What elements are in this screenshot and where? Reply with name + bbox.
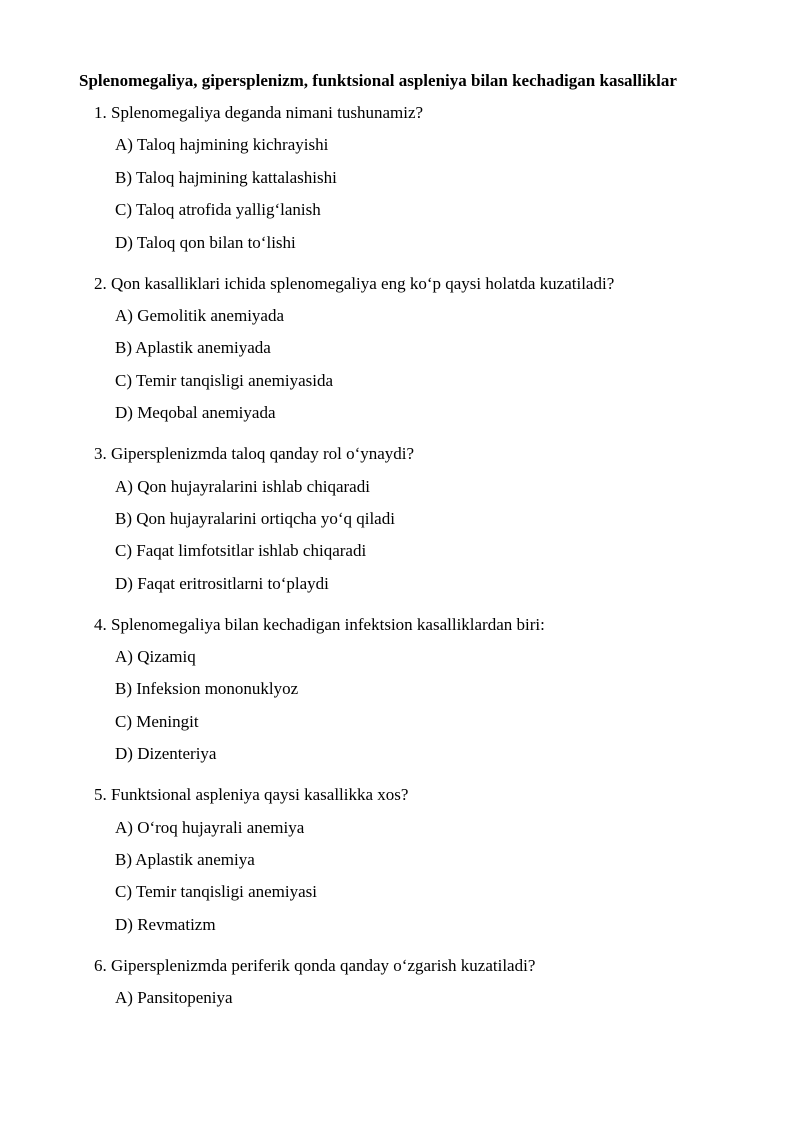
question-2 (94, 273, 784, 425)
question-number: 2. (94, 273, 107, 293)
question-number: 5. (94, 785, 107, 805)
answer-option-a: A) Taloq hajmining kichrayishi (115, 135, 329, 155)
answer-option-a: A) O‘roq hujayrali anemiya (115, 817, 305, 837)
question-4 (94, 614, 784, 766)
question-prompt: Qon kasalliklari ichida splenomegaliya eng ko‘p qaysi holatda kuzatiladi? (111, 273, 615, 293)
answer-option-d: D) Meqobal anemiyada (115, 403, 276, 423)
question-1 (94, 102, 784, 254)
answer-option-c: C) Temir tanqisligi anemiyasida (115, 370, 334, 390)
question-prompt: Gipersplenizmda periferik qonda qanday o‘zgarish kuzatiladi? (111, 955, 536, 975)
question-5 (94, 784, 784, 936)
answer-option-c: C) Faqat limfotsitlar ishlab chiqaradi (115, 541, 367, 561)
answer-option-a: A) Pansitopeniya (115, 988, 233, 1008)
question-text (94, 784, 784, 806)
answer-option-b: B) Taloq hajmining kattalashishi (115, 167, 337, 187)
question-prompt: Gipersplenizmda taloq qanday rol o‘ynaydi? (111, 444, 415, 464)
answer-option-a: A) Qon hujayralarini ishlab chiqaradi (115, 476, 370, 496)
question-number: 4. (94, 614, 107, 634)
question-text (94, 614, 784, 636)
answer-option-d: D) Revmatizm (115, 914, 216, 934)
question-6 (94, 955, 784, 1009)
question-text (94, 443, 784, 465)
answer-option-b: B) Infeksion mononuklyoz (115, 679, 299, 699)
question-number: 3. (94, 444, 107, 464)
question-number: 1. (94, 103, 107, 122)
answer-option-a: A) Qizamiq (115, 647, 196, 667)
answer-option-c: C) Meningit (115, 711, 199, 731)
answer-option-d: D) Faqat eritrositlarni to‘playdi (115, 573, 329, 593)
question-text (94, 273, 784, 295)
question-prompt: Funktsional aspleniya qaysi kasallikka xos? (111, 785, 409, 805)
question-number: 6. (94, 955, 107, 975)
answer-option-b: B) Qon hujayralarini ortiqcha yo‘q qiladi (115, 508, 395, 528)
question-text (94, 102, 784, 124)
answer-option-b: B) Aplastik anemiya (115, 850, 255, 870)
question-prompt: Splenomegaliya bilan kechadigan infektsion kasalliklardan biri: (111, 614, 545, 634)
answer-option-d: D) Dizenteriya (115, 744, 217, 764)
question-prompt: Splenomegaliya deganda nimani tushunamiz? (111, 103, 424, 122)
answer-option-a: A) Gemolitik anemiyada (115, 305, 285, 325)
answer-option-c: C) Temir tanqisligi anemiyasi (115, 882, 317, 902)
answer-option-c: C) Taloq atrofida yallig‘lanish (115, 200, 321, 220)
question-3 (94, 443, 784, 595)
question-text (94, 955, 784, 977)
question-list (94, 102, 784, 1028)
document-title: Splenomegaliya, gipersplenizm, funktsional aspleniya bilan kechadigan kasalliklar (79, 71, 677, 90)
answer-option-d: D) Taloq qon bilan to‘lishi (115, 232, 296, 252)
answer-option-b: B) Aplastik anemiyada (115, 338, 271, 358)
